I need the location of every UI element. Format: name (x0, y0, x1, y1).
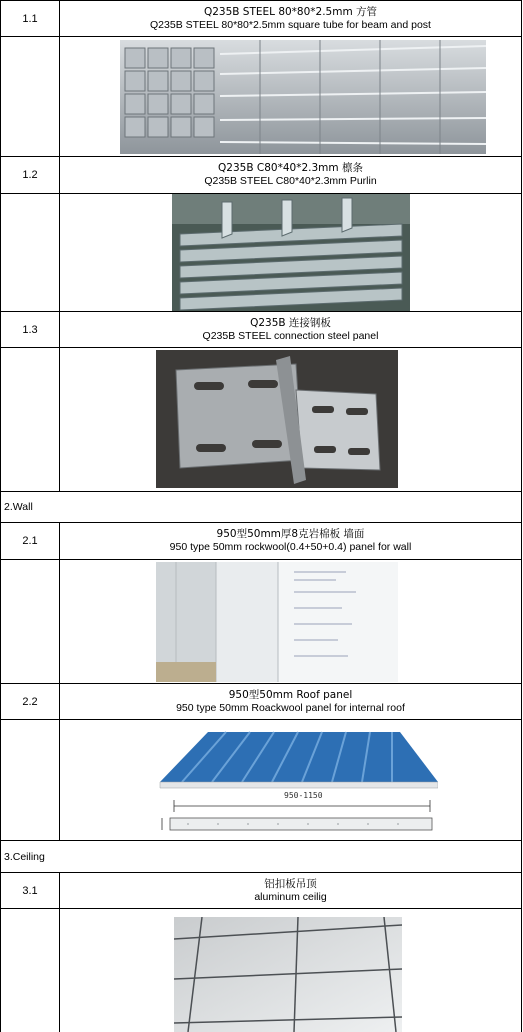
aluminum-ceiling-photo (174, 917, 402, 1032)
section-heading-ceiling: 3.Ceiling (1, 841, 521, 873)
description-line-2: 950 type 50mm rockwool(0.4+50+0.4) panel for wall (169, 541, 412, 553)
table-row (1, 873, 521, 909)
row-description (60, 157, 521, 193)
row-number-empty (1, 348, 60, 491)
c-purlin-stack-photo (172, 194, 410, 311)
row-number: 1.3 (1, 312, 60, 347)
table-row (1, 0, 521, 37)
roof-panel-photo (138, 724, 438, 838)
row-description (60, 1, 521, 36)
table-row (1, 194, 521, 312)
row-number: 1.2 (1, 157, 60, 193)
square-tube-stack-photo (120, 40, 486, 154)
connection-steel-plate-photo (156, 350, 398, 488)
row-number-empty (1, 720, 60, 840)
row-description (60, 312, 521, 347)
roof-panel-dimension-label: 950-1150 (284, 791, 323, 800)
image-cell (60, 348, 521, 491)
row-number: 1.1 (1, 1, 60, 36)
description-line-2: Q235B STEEL 80*80*2.5mm square tube for beam and post (150, 18, 431, 31)
table-row (1, 37, 521, 157)
description-line-2: Q235B STEEL connection steel panel (202, 329, 379, 342)
description-line-1: Q235B C80*40*2.3mm 檩条 (218, 162, 363, 174)
row-number-empty (1, 37, 60, 156)
table-row (1, 720, 521, 841)
row-number: 3.1 (1, 873, 60, 908)
description-line-1: 950型50mm厚8克岩棉板 墙面 (216, 528, 365, 540)
description-line-1: 铝扣板吊顶 (264, 877, 317, 890)
description-line-1: 950型50mm Roof panel (228, 688, 353, 701)
table-row (1, 684, 521, 720)
description-line-2: Q235B STEEL C80*40*2.3mm Purlin (204, 175, 377, 187)
image-cell (60, 909, 521, 1032)
image-cell (60, 560, 521, 683)
table-row (1, 523, 521, 560)
table-row (1, 157, 521, 194)
description-line-1: Q235B 连接钢板 (250, 316, 331, 329)
image-cell (60, 194, 521, 311)
row-description (60, 684, 521, 719)
description-line-2: aluminum ceilig (254, 890, 327, 903)
description-line-1: Q235B STEEL 80*80*2.5mm 方管 (203, 5, 378, 18)
image-cell (60, 720, 521, 840)
rockwool-wall-panel-photo (156, 562, 398, 682)
row-number-empty (1, 560, 60, 683)
row-number: 2.2 (1, 684, 60, 719)
table-row (1, 348, 521, 492)
row-description (60, 873, 521, 908)
row-description (60, 523, 521, 559)
table-row (1, 312, 521, 348)
row-number-empty (1, 194, 60, 311)
row-number-empty (1, 909, 60, 1032)
table-row (1, 909, 521, 1032)
description-line-2: 950 type 50mm Roackwool panel for internal roof (176, 701, 405, 714)
table-row (1, 560, 521, 684)
image-cell (60, 37, 521, 156)
section-heading-wall: 2.Wall (1, 492, 521, 523)
row-number: 2.1 (1, 523, 60, 559)
